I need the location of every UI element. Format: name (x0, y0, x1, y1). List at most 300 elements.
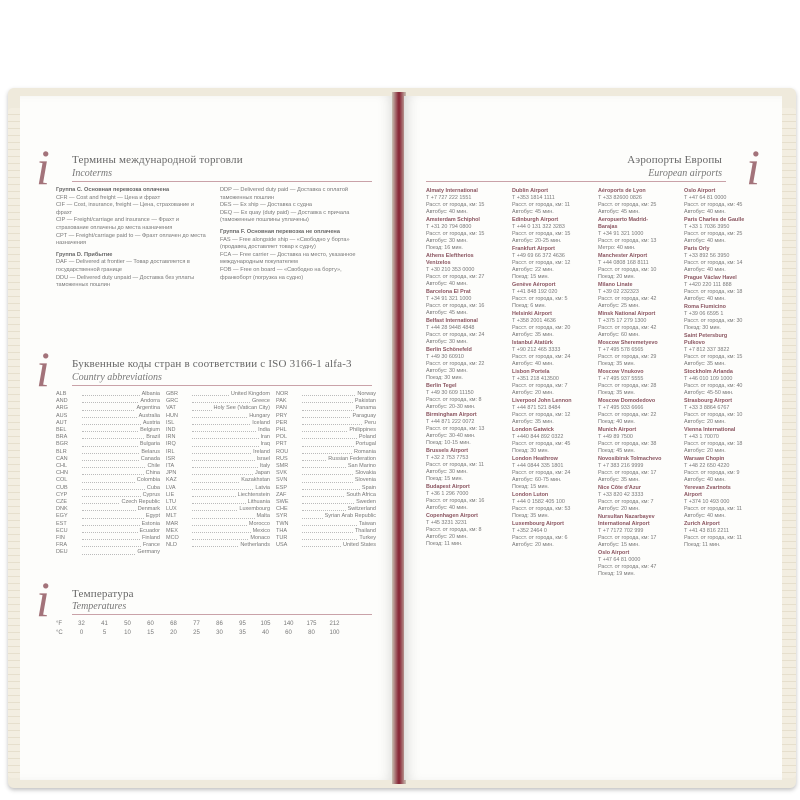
airports-column (512, 188, 576, 550)
country-code-row (56, 521, 160, 528)
airport-entry (426, 188, 490, 216)
dotted-leader (302, 521, 357, 526)
country-name: Denmark (137, 506, 160, 513)
dotted-leader (82, 456, 139, 461)
airport-detail: Расст. от города, км: 7 (512, 383, 568, 389)
country-code: GBR (166, 391, 178, 397)
country-name: Latvia (255, 484, 270, 491)
airport-detail: Т +33 3 8864 6767 (684, 405, 730, 411)
airport-entry (426, 513, 490, 548)
country-code-row (56, 506, 160, 513)
country-name: Finland (141, 535, 160, 542)
country-code-row (166, 513, 270, 520)
fahrenheit-label: °F (56, 621, 63, 627)
country-code-row (166, 506, 270, 513)
airport-detail: Т +90 212 465 3333 (512, 347, 561, 353)
airport-entry (598, 311, 662, 339)
airport-detail: Автобус: 35 мин. (598, 477, 640, 483)
country-name: Belarus (141, 448, 160, 455)
country-code: PAK (276, 398, 287, 405)
airport-detail: Расст. от города, км: 45 (512, 441, 571, 447)
celsius-value: 25 (193, 630, 200, 636)
country-code-row (276, 398, 376, 405)
dotted-leader (302, 434, 357, 439)
info-i-icon: i (36, 139, 50, 195)
dotted-leader (302, 506, 346, 511)
country-code-row (56, 492, 160, 499)
country-code-row (276, 470, 376, 477)
country-code: PRT (276, 441, 287, 448)
country-name: Cuba (146, 484, 160, 491)
country-name: Bulgaria (139, 441, 160, 448)
country-code-row (56, 434, 160, 441)
country-code-row (56, 542, 160, 549)
airport-detail: Т +33 892 56 3950 (684, 253, 730, 259)
airport-detail: Расст. от города, км: 10 (684, 412, 743, 418)
country-code-row (166, 542, 270, 549)
airport-detail: Автобус: 40 мин. (512, 361, 554, 367)
country-code-row (56, 420, 160, 427)
airport-entry (684, 333, 748, 368)
airport-detail: Т +420 220 111 888 (684, 282, 732, 288)
airport-detail: Расст. от города, км: 42 (598, 296, 657, 302)
incoterms-title: Термины международной торговли (72, 154, 243, 166)
airport-detail: Автобус: 40 мин. (684, 477, 726, 483)
airport-detail: Поезд: 45 мин. (598, 448, 635, 454)
airport-detail: Поезд: 30 мин. (512, 448, 549, 454)
dotted-leader (82, 420, 141, 425)
celsius-value: 20 (170, 630, 177, 636)
dotted-leader (82, 441, 138, 446)
airport-detail: Расст. от города, км: 9 (684, 470, 740, 476)
celsius-row (56, 629, 386, 638)
airport-detail: Расст. от города, км: 25 (598, 202, 657, 208)
country-name: Italy (259, 463, 270, 470)
dotted-leader (82, 391, 140, 396)
dotted-leader (82, 477, 135, 482)
airport-detail: Поезд: 30 мин. (426, 375, 463, 381)
country-code-row (56, 499, 160, 506)
airport-entry (684, 275, 748, 303)
country-code: MEX (166, 527, 178, 534)
country-code-row (56, 549, 160, 556)
info-i-icon: i (746, 139, 760, 195)
country-code-row (166, 485, 270, 492)
airport-detail: Расст. от города, км: 27 (426, 274, 485, 280)
fahrenheit-value: 95 (239, 621, 246, 627)
country-code-row (276, 506, 376, 513)
airport-entry (598, 217, 662, 252)
dotted-leader (302, 405, 354, 410)
dotted-leader (192, 513, 255, 518)
airport-entry (426, 383, 490, 411)
dotted-leader (302, 391, 355, 396)
airport-name: Paris Orly (684, 246, 710, 252)
airport-entry (426, 448, 490, 483)
country-code: CHE (276, 506, 288, 513)
airport-detail: Расст. от города, км: 53 (512, 506, 571, 512)
airport-entry (684, 217, 748, 245)
airport-detail: Поезд: 15 мин. (512, 274, 549, 280)
country-code-row (166, 449, 270, 456)
airport-name: Istanbul Atatürk (512, 340, 553, 346)
dotted-leader (82, 413, 137, 418)
airport-detail: Расст. от города, км: 12 (512, 412, 571, 418)
airport-entry (426, 412, 490, 447)
airport-entry (684, 369, 748, 397)
country-code: IRL (166, 448, 175, 455)
incoterms-column-1 (56, 187, 206, 290)
country-name: Cyprus (142, 491, 160, 498)
airport-name: Dublin Airport (512, 188, 549, 194)
dotted-leader (192, 463, 258, 468)
country-code-row (166, 427, 270, 434)
airport-name: Lisbon Portela (512, 369, 550, 375)
airport-detail: Расст. от города, км: 11 (684, 535, 743, 541)
fahrenheit-value: 140 (283, 621, 294, 627)
airport-detail: Автобус: 40 мин. (426, 209, 468, 215)
airport-detail: Расст. от города, км: 15 (512, 231, 571, 237)
celsius-value: 0 (79, 630, 84, 636)
fahrenheit-value: 68 (170, 621, 177, 627)
info-i-icon: i (36, 341, 50, 397)
airport-detail: Т +44 871 521 8484 (512, 405, 561, 411)
airport-entry (598, 340, 662, 368)
country-name: Pakistan (354, 398, 376, 405)
country-code: EST (56, 520, 67, 527)
airport-detail: Т +45 3231 3231 (426, 520, 467, 526)
incoterms-subtitle: Incoterms (72, 168, 112, 179)
airport-detail: Т +49 69 66 372 4636 (512, 253, 565, 259)
country-code-row (56, 456, 160, 463)
airport-entry (598, 456, 662, 484)
airport-detail: Автобус: 35 мин. (512, 419, 554, 425)
airport-detail: Расст. от города, км: 15 (426, 231, 485, 237)
country-code: LVA (166, 484, 176, 491)
incoterms-entry: DDU — Delivered duty unpaid — Доставка без уплаты таможенных пошлин (56, 274, 195, 289)
airport-entry (512, 492, 576, 520)
country-code-row (166, 405, 270, 412)
airport-detail: Т +49 30 60910 (426, 354, 464, 360)
country-code-row (56, 535, 160, 542)
country-code-row (166, 441, 270, 448)
airport-entry (426, 253, 490, 288)
airport-entry (598, 282, 662, 310)
country-code: ROU (276, 448, 289, 455)
airport-detail: Автобус: 15 мин. (598, 542, 640, 548)
airport-detail: Т +44 0 1582 405 100 (512, 499, 565, 505)
airport-detail: Поезд: 15 мин. (426, 476, 463, 482)
airport-detail: Т +44 0844 335 1801 (512, 463, 564, 469)
country-name: Greece (251, 398, 270, 405)
airport-name: Moscow Vnukovo (598, 369, 644, 375)
country-code: MAR (166, 520, 179, 527)
country-code: ISR (166, 455, 176, 462)
airport-name: Frankfurt Airport (512, 246, 555, 252)
country-name: Iceland (252, 419, 270, 426)
dotted-leader (302, 513, 323, 518)
country-code: VAT (166, 405, 176, 412)
country-code: CHL (56, 463, 68, 470)
country-code-row (276, 513, 376, 520)
country-code: PER (276, 419, 288, 426)
country-code-row (56, 413, 160, 420)
country-name: Norway (357, 391, 376, 397)
country-code-row (276, 521, 376, 528)
airport-name: Edinburgh Airport (512, 217, 559, 223)
airport-detail: Расст. от города, км: 8 (426, 527, 482, 533)
airport-entry (684, 398, 748, 426)
country-code: HUN (166, 412, 178, 419)
airport-detail: Автобус: 40 мин. (684, 296, 726, 302)
airport-name: Athens Eleftherios Venizelos (426, 253, 474, 266)
airport-name: Belfast International (426, 318, 478, 324)
airport-name: Genève Aéroport (512, 282, 556, 288)
dotted-leader (192, 506, 237, 511)
airport-detail: Т +36 1 296 7000 (426, 491, 469, 497)
airport-detail: Т +44 871 222 0072 (426, 419, 475, 425)
country-name: Poland (358, 434, 376, 441)
dotted-leader (302, 420, 362, 425)
airport-detail: Т +39 02 232323 (598, 289, 639, 295)
section-rule (72, 181, 372, 182)
airport-detail: Автобус: 20 мин. (512, 542, 554, 548)
country-code-row (276, 485, 376, 492)
fahrenheit-value: 175 (306, 621, 317, 627)
airport-detail: Т +49 89 7500 (598, 434, 633, 440)
country-name: Netherlands (240, 542, 270, 549)
airport-name: Zurich Airport (684, 521, 720, 527)
airport-detail: Расст. от города, км: 45 (684, 202, 743, 208)
incoterms-column-2 (220, 187, 374, 282)
country-name: Holy See (Vatican City) (213, 405, 270, 412)
airport-detail: Автобус: 40 мин. (426, 505, 468, 511)
airport-entry (684, 427, 748, 455)
dotted-leader (302, 477, 353, 482)
airport-entry (426, 289, 490, 317)
country-name: Ireland (253, 448, 270, 455)
airport-detail: Автобус: 20 мин. (684, 419, 726, 425)
country-name: Luxembourg (239, 506, 270, 513)
airport-entry (512, 456, 576, 491)
country-code-row (56, 449, 160, 456)
right-page (404, 96, 782, 780)
airport-entry (598, 188, 662, 216)
country-code: ZAF (276, 491, 287, 498)
dotted-leader (192, 492, 236, 497)
dotted-leader (192, 535, 248, 540)
airport-entry (598, 550, 662, 578)
country-code: BLR (56, 448, 67, 455)
country-code: LUX (166, 506, 177, 513)
country-name: Kazakhstan (241, 477, 270, 484)
section-rule (426, 181, 726, 182)
airport-detail: Расст. от города, км: 47 (598, 564, 657, 570)
country-code-row (276, 420, 376, 427)
dotted-leader (302, 427, 347, 432)
airport-detail: Т +7 495 578 6565 (598, 347, 644, 353)
country-code-row (276, 427, 376, 434)
airport-detail: Автобус: 20 мин. (512, 390, 554, 396)
dotted-leader (302, 463, 346, 468)
dotted-leader (82, 485, 145, 490)
incoterms-entry: CIP — Freight/carriage and insurance — Фрахт и страхование оплачены до места назначения (56, 217, 179, 231)
country-code: NLD (166, 542, 178, 549)
airport-detail: Автобус: 30 мин. (426, 339, 468, 345)
dotted-leader (192, 499, 246, 504)
dotted-leader (192, 521, 247, 526)
country-code: USA (276, 542, 288, 549)
dotted-leader (302, 449, 352, 454)
airport-entry (512, 521, 576, 549)
country-code: PRY (276, 412, 288, 419)
country-code: COL (56, 477, 68, 484)
celsius-value: 35 (239, 630, 246, 636)
airport-name: Oslo Airport (684, 188, 716, 194)
country-code-row (276, 492, 376, 499)
airport-detail: Автобус: 20-25 мин. (512, 238, 562, 244)
dotted-leader (192, 398, 250, 403)
dotted-leader (82, 542, 141, 547)
airport-detail: Автобус: 20 мин. (426, 534, 468, 540)
dotted-leader (192, 485, 253, 490)
incoterms-entry: DAF — Delivered at frontier — Товар доставляется в государственной границе (56, 259, 190, 273)
airport-entry (512, 188, 576, 216)
airport-detail: Поезд: 35 мин. (512, 513, 549, 519)
airport-entry (426, 217, 490, 252)
dotted-leader (302, 413, 350, 418)
airport-detail: Расст. от города, км: 15 (426, 202, 485, 208)
airport-name: Saint Petersburg Pulkovo (684, 333, 728, 346)
country-name: Chile (147, 463, 160, 470)
airport-detail: Расст. от города, км: 28 (598, 383, 657, 389)
airport-entry (598, 485, 662, 513)
country-code-row (56, 477, 160, 484)
country-name: Estonia (141, 520, 160, 527)
dotted-leader (302, 456, 326, 461)
dotted-leader (302, 470, 353, 475)
country-code: KAZ (166, 477, 177, 484)
celsius-value: 100 (329, 630, 340, 636)
fahrenheit-value: 212 (329, 621, 340, 627)
country-code-row (56, 463, 160, 470)
country-name: Romania (353, 448, 376, 455)
incoterms-entry: DES — Ex ship — Доставка с судна (220, 202, 313, 209)
airport-detail: Расст. от города, км: 17 (598, 470, 657, 476)
incoterms-entry: CIF — Cost, insurance, freight — Цена, страхование и фрахт (56, 202, 194, 216)
airport-detail: Поезд: 20 мин. (598, 274, 635, 280)
country-name: San Marino (347, 463, 376, 470)
airport-detail: Т +440 844 892 0322 (512, 434, 564, 440)
airport-detail: Т +47 64 81 0000 (684, 195, 727, 201)
airport-detail: Расст. от города, км: 22 (426, 361, 485, 367)
country-name: Slovakia (355, 470, 376, 477)
airport-detail: Расст. от города, км: 22 (598, 412, 657, 418)
airport-detail: Расст. от города, км: 13 (426, 426, 485, 432)
airport-name: Milano Linate (598, 282, 633, 288)
section-rule (72, 385, 372, 386)
airport-detail: Расст. от города, км: 11 (426, 462, 485, 468)
airport-detail: Т +41 43 816 2211 (684, 528, 730, 534)
airport-detail: Т +30 210 353 0000 (426, 267, 475, 273)
airports-column (684, 188, 748, 550)
dotted-leader (192, 405, 212, 410)
country-name: Panama (355, 405, 376, 412)
dotted-leader (82, 470, 144, 475)
airport-detail: Т +49 30 609 11150 (426, 390, 474, 396)
country-code-row (166, 535, 270, 542)
country-code: MCO (166, 535, 179, 542)
country-code: POL (276, 434, 288, 441)
airport-name: Moscow Domodedovo (598, 398, 656, 404)
airport-entry (684, 456, 748, 484)
country-name: Mexico (252, 527, 270, 534)
airport-name: Roma Fiumicino (684, 304, 726, 310)
section-rule (72, 614, 372, 615)
dotted-leader (192, 456, 255, 461)
country-name: India (258, 427, 270, 434)
country-code-row (166, 413, 270, 420)
country-code-row (276, 528, 376, 535)
country-name: Syrian Arab Republic (324, 513, 376, 520)
country-name: Australia (138, 412, 160, 419)
country-code-row (166, 398, 270, 405)
country-code: IND (166, 427, 176, 434)
airport-entry (512, 282, 576, 310)
country-code: MLT (166, 513, 177, 520)
airport-detail: Автобус: 40 мин. (684, 513, 726, 519)
country-code: CZE (56, 499, 67, 506)
celsius-value: 10 (124, 630, 131, 636)
airport-detail: Т +7 812 337 3822 (684, 347, 730, 353)
airport-entry (512, 398, 576, 426)
airport-name: Munich Airport (598, 427, 637, 433)
airport-name: Vienna International (684, 427, 736, 433)
country-code: EGY (56, 513, 68, 520)
left-page (20, 96, 394, 780)
dotted-leader (82, 427, 138, 432)
airport-name: Barcelona El Prat (426, 289, 471, 295)
country-name: Japan (255, 470, 270, 477)
airport-detail: Расст. от города, км: 40 (684, 383, 743, 389)
airport-detail: Автобус: 40 мин. (426, 281, 468, 287)
airport-entry (598, 427, 662, 455)
country-code-row (276, 405, 376, 412)
airport-detail: Автобус: 25 мин. (598, 303, 640, 309)
country-code-row (166, 492, 270, 499)
country-name: Iran (260, 434, 270, 441)
celsius-value: 15 (147, 630, 154, 636)
country-name: Portugal (355, 441, 376, 448)
airport-name: Strasbourg Airport (684, 398, 733, 404)
incoterms-group-heading: Группа С. Основная перевозка оплачена (56, 187, 170, 193)
country-name: Israel (256, 455, 270, 462)
country-code: ISL (166, 419, 175, 426)
country-name: Slovenia (354, 477, 376, 484)
incoterms-entry: FAS — Free alongside ship — «Свободно у борта» (продавец доставляет товар к судну) (220, 236, 350, 251)
airport-detail: Поезд: 10-15 мин. (426, 440, 471, 446)
country-name: Lithuania (247, 499, 270, 506)
dotted-leader (192, 420, 250, 425)
airport-entry (426, 484, 490, 512)
dotted-leader (82, 405, 134, 410)
airports-column (426, 188, 490, 549)
country-name: France (142, 542, 160, 549)
airport-detail: Расст. от города, км: 17 (598, 535, 657, 541)
country-name: Russian Federation (328, 455, 376, 462)
incoterms-entry: DDP — Delivered duty paid — Доставка с оплатой таможенных пошлин (220, 187, 349, 201)
dotted-leader (302, 535, 357, 540)
